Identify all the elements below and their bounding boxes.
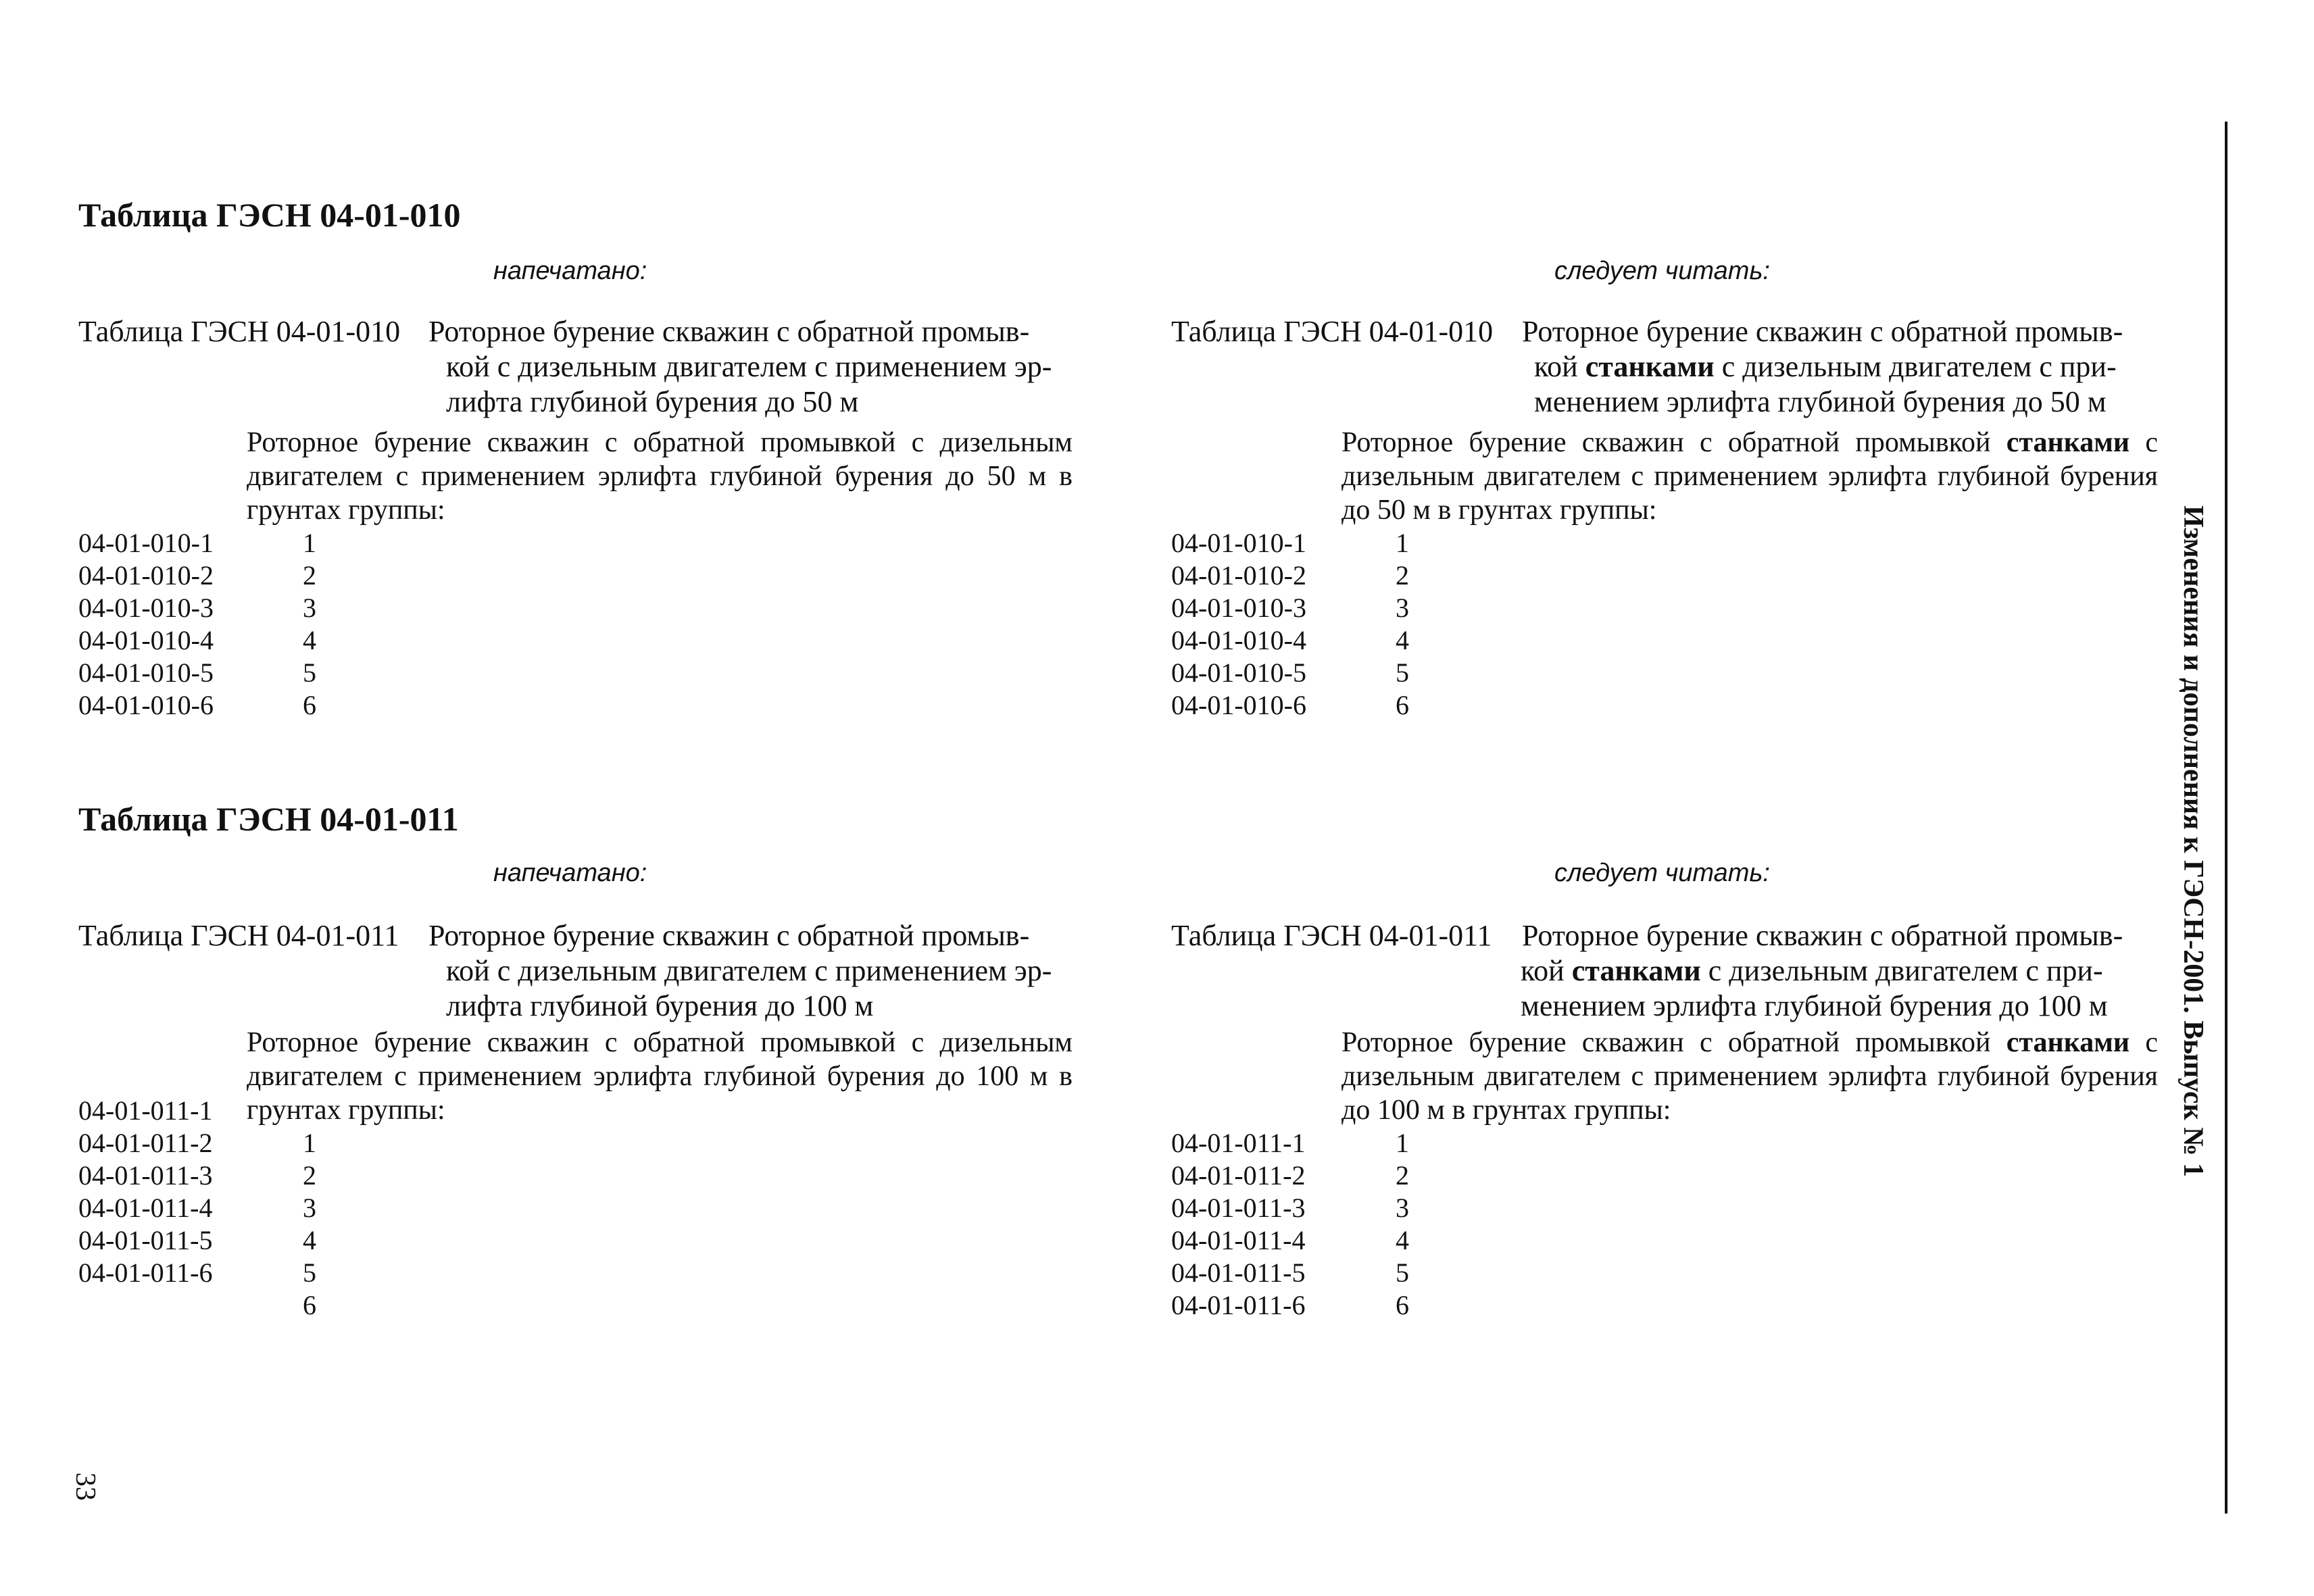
- table-header-line: Роторное бурение скважин с обратной промыв-: [1522, 315, 2123, 348]
- description-line: двигателем с применением эрлифта глубиной бурения до 50 м в: [247, 461, 1073, 492]
- table-header-line: менением эрлифта глубиной бурения до 100 м: [1521, 989, 2108, 1022]
- text-span: Роторное бурение скважин с обратной промывкой: [1341, 1027, 1991, 1058]
- group-number: 4: [303, 1225, 316, 1255]
- table-header-prefix: Таблица ГЭСН 04-01-010: [78, 315, 401, 348]
- group-number: 2: [303, 1160, 316, 1191]
- code-list: [78, 527, 349, 730]
- description-line: дизельным двигателем с применением эрлифта глубиной бурения: [1341, 1061, 2158, 1092]
- group-number: 4: [1396, 625, 1409, 655]
- emphasized-word: станками: [2006, 427, 2130, 458]
- table-header-line: кой с дизельным двигателем с применением эр-: [446, 954, 1052, 987]
- group-number: 5: [1396, 657, 1409, 688]
- group-number: 1: [303, 1128, 316, 1158]
- table-header-prefix: Таблица ГЭСН 04-01-011: [78, 919, 399, 952]
- group-number: 4: [303, 625, 316, 655]
- text-span: кой: [1534, 350, 1578, 383]
- group-number: 1: [303, 528, 316, 558]
- description-line: Роторное бурение скважин с обратной промывкой с дизельным: [247, 1027, 1073, 1058]
- table-header-line: лифта глубиной бурения до 50 м: [446, 385, 859, 418]
- code-list: [1171, 527, 1442, 730]
- code-item: 04-01-011-2: [1171, 1160, 1306, 1191]
- group-number: 5: [303, 657, 316, 688]
- code-item: 04-01-010-4: [1171, 625, 1306, 655]
- code-item: 04-01-010-4: [78, 625, 214, 655]
- text-span: Роторное бурение скважин с обратной промывкой: [1341, 427, 1991, 458]
- group-number: 3: [303, 593, 316, 623]
- correct-label: следует читать:: [1554, 257, 1770, 285]
- description-line: двигателем с применением эрлифта глубиной бурения до 100 м в: [247, 1061, 1073, 1092]
- table-header-line: Роторное бурение скважин с обратной промыв-: [1522, 919, 2123, 952]
- description-line: до 50 м в грунтах группы:: [1341, 495, 1657, 526]
- table-header-prefix: Таблица ГЭСН 04-01-011: [1171, 919, 1492, 952]
- table-header-line: менением эрлифта глубиной бурения до 50 м: [1534, 385, 2107, 418]
- code-item: 04-01-011-5: [78, 1225, 213, 1255]
- group-number: 3: [1396, 593, 1409, 623]
- code-item: 04-01-011-4: [78, 1193, 213, 1223]
- table-header-prefix: Таблица ГЭСН 04-01-010: [1171, 315, 1494, 348]
- group-number: 4: [1396, 1225, 1409, 1255]
- group-number: 2: [303, 560, 316, 591]
- description-line: грунтах группы:: [247, 1095, 445, 1126]
- description-line: до 100 м в грунтах группы:: [1341, 1095, 1671, 1126]
- group-number: 5: [1396, 1257, 1409, 1288]
- description-line: грунтах группы:: [247, 495, 445, 526]
- table-header-line: Роторное бурение скважин с обратной промыв-: [428, 315, 1030, 348]
- description-line: [1341, 426, 2158, 459]
- table-header-line: кой с дизельным двигателем с применением эр-: [446, 350, 1052, 383]
- group-number: 6: [1396, 1290, 1409, 1320]
- code-item: 04-01-010-6: [78, 690, 214, 720]
- group-number: 1: [1396, 1128, 1409, 1158]
- text-span: кой: [1521, 954, 1565, 987]
- section-title: Таблица ГЭСН 04-01-011: [78, 800, 459, 838]
- code-item: 04-01-011-3: [1171, 1193, 1306, 1223]
- page-number: 33: [70, 1472, 101, 1501]
- table-header-line: лифта глубиной бурения до 100 м: [446, 989, 874, 1022]
- text-span: с: [2145, 1027, 2159, 1058]
- emphasized-word: станками: [1585, 350, 1715, 383]
- emphasized-word: станками: [2006, 1027, 2130, 1058]
- description-line: [1341, 1026, 2158, 1059]
- code-list: [1171, 1127, 1442, 1330]
- code-item: 04-01-011-1: [78, 1095, 213, 1126]
- code-item: 04-01-011-6: [1171, 1290, 1306, 1320]
- table-header-line: Роторное бурение скважин с обратной промыв-: [428, 919, 1030, 952]
- code-item: 04-01-011-1: [1171, 1128, 1306, 1158]
- code-list: [78, 1095, 349, 1338]
- group-number: 3: [1396, 1193, 1409, 1223]
- code-item: 04-01-010-6: [1171, 690, 1306, 720]
- correct-label: следует читать:: [1554, 859, 1770, 887]
- group-number: 6: [303, 690, 316, 720]
- group-number: 2: [1396, 1160, 1409, 1191]
- text-span: с: [2145, 427, 2159, 458]
- code-item: 04-01-010-3: [1171, 593, 1306, 623]
- code-item: 04-01-011-2: [78, 1128, 213, 1158]
- code-item: 04-01-011-4: [1171, 1225, 1306, 1255]
- code-item: 04-01-010-2: [1171, 560, 1306, 591]
- sidebar-divider: [2225, 122, 2227, 1514]
- code-item: 04-01-011-3: [78, 1160, 213, 1191]
- printed-label: напечатано:: [493, 859, 647, 887]
- emphasized-word: станками: [1571, 954, 1701, 987]
- table-header-line: [1534, 350, 2117, 384]
- printed-label: напечатано:: [493, 257, 647, 285]
- group-number: 3: [303, 1193, 316, 1223]
- group-number: 1: [1396, 528, 1409, 558]
- group-number: 6: [1396, 690, 1409, 720]
- description-line: дизельным двигателем с применением эрлифта глубиной бурения: [1341, 461, 2158, 492]
- text-span: с дизельным двигателем с при-: [1708, 954, 2103, 987]
- group-number: 2: [1396, 560, 1409, 591]
- code-item: 04-01-010-1: [78, 528, 214, 558]
- code-item: 04-01-010-5: [78, 657, 214, 688]
- code-item: 04-01-011-5: [1171, 1257, 1306, 1288]
- table-header-line: [1521, 954, 2103, 988]
- code-item: 04-01-010-3: [78, 593, 214, 623]
- section-title: Таблица ГЭСН 04-01-010: [78, 196, 461, 234]
- code-item: 04-01-010-2: [78, 560, 214, 591]
- group-number: 6: [303, 1290, 316, 1320]
- text-span: с дизельным двигателем с при-: [1721, 350, 2117, 383]
- code-item: 04-01-010-5: [1171, 657, 1306, 688]
- description-line: Роторное бурение скважин с обратной промывкой с дизельным: [247, 427, 1073, 458]
- code-item: 04-01-011-6: [78, 1257, 213, 1288]
- code-item: 04-01-010-1: [1171, 528, 1306, 558]
- running-header: Изменения и дополнения к ГЭСН-2001. Выпуск № 1: [2177, 505, 2209, 1177]
- group-number: 5: [303, 1257, 316, 1288]
